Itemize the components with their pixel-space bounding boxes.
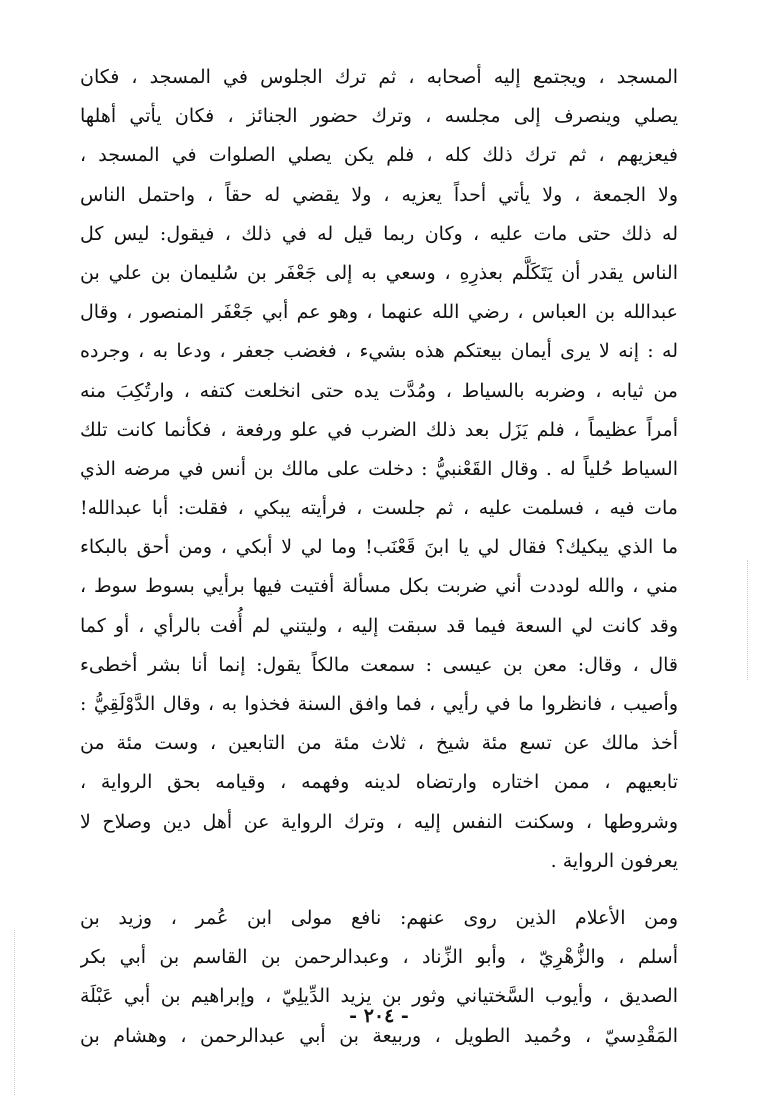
text-line: مني ، والله لوددت أني ضربت بكل مسألة أفتيت فيها برأيي بسوط سوط ، (80, 575, 678, 598)
text-line: فيعزيهم ، ثم ترك ذلك كله ، فلم يكن يصلي الصلوات في المسجد ، (80, 144, 678, 167)
text-line: وأصيب ، فانظروا ما في رأيي ، فما وافق السنة فخذوا به ، وقال الدَّوْلَقِيُّ : (80, 693, 678, 715)
paragraph-1 (80, 58, 678, 881)
text-line: قال ، وقال: معن بن عيسى : سمعت مالكاً يقول: إنما أنا بشر أخطىء (80, 653, 678, 676)
paragraph-gap (80, 881, 678, 899)
text-line: وقد كانت لي السعة فيما قد سبقت إليه ، وليتني لم أُفت بالرأي ، أو كما (80, 614, 678, 637)
text-line: أسلم ، والزُّهْرِيّ ، وأبو الزِّناد ، وعبدالرحمن بن القاسم بن أبي بكر (80, 946, 678, 969)
text-line: مات فيه ، فسلمت عليه ، ثم جلست ، فرأيته يبكي ، فقلت: أبا عبدالله! (80, 497, 678, 520)
text-line: تابعيهم ، ممن اختاره وارتضاه لدينه وفهمه ، وقيامه بحق الرواية ، (80, 771, 678, 794)
text-line: ما الذي يبكيك؟ فقال لي يا ابنَ قَعْنَب! وما لي لا أبكي ، ومن أحق بالبكاء (80, 536, 678, 559)
text-line: الصديق ، وأيوب السَّختياني وثور بن يزيد الدِّيلِيّ ، وإبراهيم بن أبي عَبْلَة (80, 985, 678, 1008)
text-line: الناس يقدر أن يَتَكَلَّم بعذرِهِ ، وسعي به إلى جَعْفَر بن سُليمان بن علي بن (80, 261, 678, 284)
scan-edge-mark (14, 930, 15, 1095)
text-line: المَقْدِسيّ ، وحُميد الطويل ، وربيعة بن أبي عبدالرحمن ، وهشام بن (80, 1024, 678, 1047)
text-line: يصلي وينصرف إلى مجلسه ، وترك حضور الجنائز ، فكان يأتي أهلها (80, 105, 678, 128)
page-number: - ٢٠٤ - (349, 1005, 409, 1027)
text-line: ومن الأعلام الذين روى عنهم: نافع مولى ابن عُمر ، وزيد بن (80, 906, 678, 929)
paragraph-2 (80, 899, 678, 1056)
text-line: من ثيابه ، وضربه بالسياط ، ومُدَّت يده حتى انخلعت كتفه ، وارتُكِبَ منه (80, 379, 678, 402)
text-line: عبدالله بن العباس ، رضي الله عنهما ، وهو عم أبي جَعْفَر المنصور ، وقال (80, 301, 678, 324)
text-line: أخذ مالك عن تسع مئة شيخ ، ثلاث مئة من التابعين ، وست مئة من (80, 732, 678, 755)
text-line: السياط حُلياً له . وقال القَعْنبيُّ : دخلت على مالك بن أنس في مرضه الذي (80, 457, 678, 480)
text-line: أمراً عظيماً ، فلم يَزَل بعد ذلك الضرب في علو ورفعة ، فكأنما كانت تلك (80, 418, 678, 441)
scan-edge-mark (747, 560, 748, 680)
text-line: يعرفون الرواية . (550, 849, 678, 872)
text-line: له : إنه لا يرى أيمان بيعتكم هذه بشيء ، فغضب جعفر ، ودعا به ، وجرده (80, 340, 678, 363)
text-line: ولا الجمعة ، ولا يأتي أحداً يعزيه ، ولا يقضي له حقاً ، واحتمل الناس (80, 183, 678, 206)
text-line: له ذلك حتى مات عليه ، وكان ربما قيل له في ذلك ، فيقول: ليس كل (80, 222, 678, 245)
body-text (80, 58, 678, 1056)
text-line: المسجد ، ويجتمع إليه أصحابه ، ثم ترك الجلوس في المسجد ، فكان (80, 66, 678, 88)
text-line: وشروطها ، وسكنت النفس إليه ، وترك الرواية عن أهل دين وصلاح لا (80, 810, 678, 833)
